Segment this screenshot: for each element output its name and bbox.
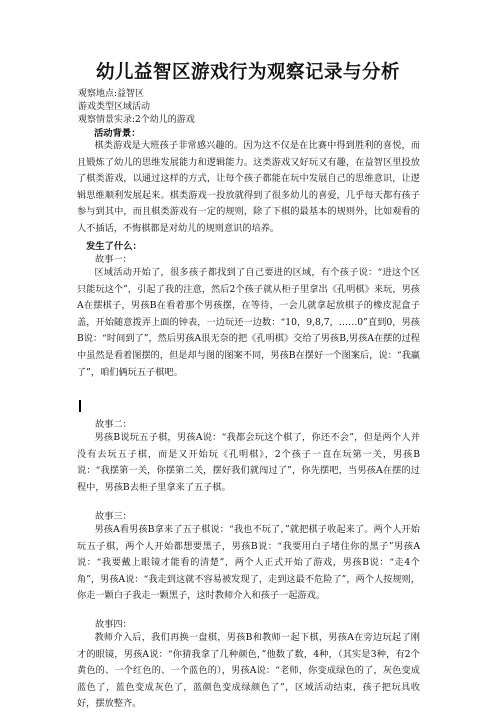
- story-4-paragraph: 教师介入后，我们再换一盘棋，男孩B和教师一起下棋，男孩A在旁边玩起了刚才的眼镜，男孩A说：“你猜我拿了几种颜色，”他数了数，4种，（其实是3种，有2个黄色的、一个红色的、一个蓝色的），男孩A说：“老师，你变成绿色的了，灰色变成蓝色了，蓝色变成灰色了，蓝颜色变成绿颜色了”，区域活动结束，孩子把玩具收好，摆放整齐。: [77, 632, 420, 710]
- story-1-label: 故事一：: [95, 254, 132, 265]
- meta-scene: 观察情景实录:2个幼儿的游戏: [78, 115, 195, 125]
- background-heading: 活动背景：: [94, 128, 141, 139]
- story-2-paragraph: 男孩B说玩五子棋，男孩A说：“我都会玩这个棋了，你还不会”，但是两个人并没有去玩五子棋，而是又开始玩《孔明棋》，2个孩子一直在玩第一关，男孩B说：“我摆第一关，你摆第二关，摆好我们就闯过了”，你先摆吧，当男孩A在摆的过程中，男孩B去柜子里拿来了五子棋。: [77, 432, 420, 493]
- story-1-paragraph: 区域活动开始了，很多孩子都找到了自己要进的区域，有个孩子说：“进这个区只能玩这个”，引起了我的注意，然后2个孩子就从柜子里拿出《孔明棋》来玩，男孩A在摆棋子，男孩B在看着那个男孩摆，在等待，一会儿就拿起放棋子的橡皮泥盒子盖，开始随意拨弄上面的钟表，一边玩还一边数：“10，9,8,7，……0”直到0，男孩B说：“时间到了”，然后男孩A很无奈的把《孔明棋》交给了男孩B,男孩A在摆的过程中虽然是看着图摆的，但是却与图的图案不同，男孩B在摆好一个图案后，说：“我赢了”，咱们俩玩五子棋吧。: [77, 267, 420, 378]
- happenings-heading: 发生了什么：: [86, 241, 142, 252]
- page-title: 幼儿益智区游戏行为观察记录与分析: [95, 62, 400, 83]
- story-4-label: 故事四：: [95, 619, 132, 630]
- meta-type: 游戏类型区域活动: [78, 102, 151, 112]
- background-paragraph: 棋类游戏是大班孩子非常感兴趣的。因为这不仅是在比赛中得到胜利的喜悦，而且锻炼了幼儿的思维发展能力和逻辑能力。这类游戏又好玩又有趣，在益智区里投放了棋类游戏，以通过这样的方式，让每个孩子都能在玩中发展自己的思维意识，让逻辑思维顺利发展起来。棋类游戏一投放就得到了很多幼儿的喜爱，几乎每天都有孩子参与到其中，而且棋类游戏有一定的规则，除了下棋的最基本的规则外，比如观看的人不插话，不悔棋都是对幼儿的规则意识的培养。: [77, 140, 420, 234]
- meta-location: 观察地点:益智区: [78, 89, 145, 99]
- story-3-paragraph: 男孩A看男孩B拿来了五子棋说：“我也不玩了，”就把棋子收起来了。两个人开始玩五子棋，两个人开始都想要黑子，男孩B说：“我要用白子堵住你的黑子”男孩A说：“我要戴上眼镜才能看的清楚”，两个人正式开始了游戏，男孩B说：“走4个角”，男孩A说：“我走到这就不容易被发现了，走到这最不危险了”，两个人按规则，你走一颗白子我走一颗黑子，这时教师介入和孩子一起游戏。: [77, 524, 420, 602]
- text-cursor: [79, 400, 81, 412]
- story-3-label: 故事三：: [95, 511, 132, 522]
- story-2-label: 故事二：: [95, 419, 132, 430]
